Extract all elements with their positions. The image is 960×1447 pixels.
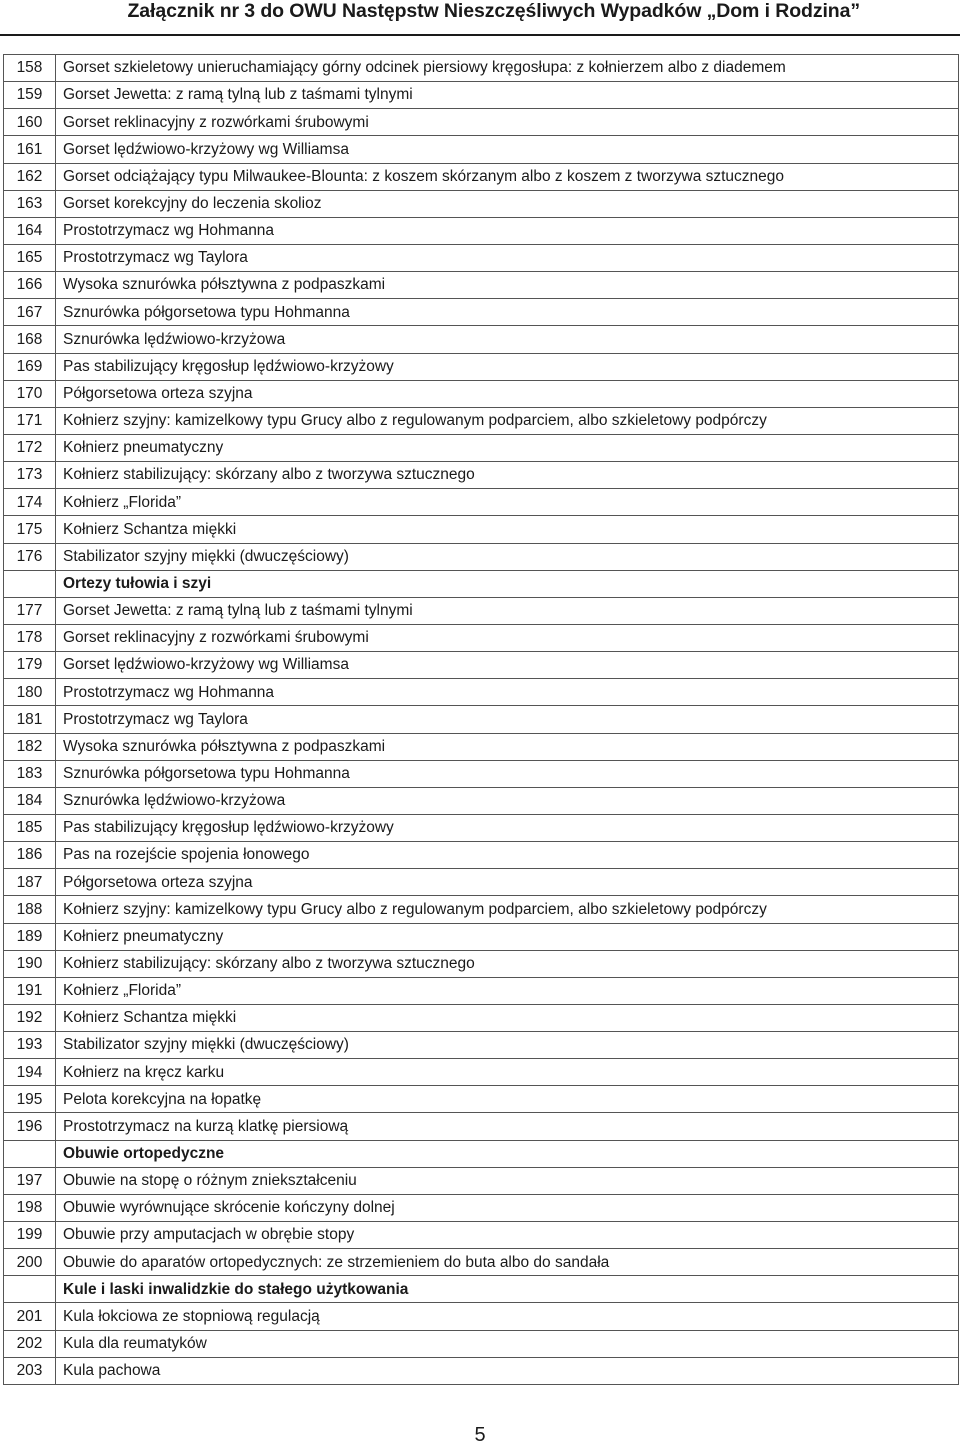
item-description: Sznurówka lędźwiowo-krzyżowa xyxy=(56,326,959,353)
item-number: 193 xyxy=(4,1032,56,1059)
item-number: 184 xyxy=(4,787,56,814)
section-heading: Obuwie ortopedyczne xyxy=(56,1140,959,1167)
item-description: Sznurówka lędźwiowo-krzyżowa xyxy=(56,787,959,814)
table-row xyxy=(4,217,959,244)
table-row xyxy=(4,760,959,787)
item-description: Obuwie do aparatów ortopedycznych: ze strzemieniem do buta albo do sandała xyxy=(56,1249,959,1276)
table-row xyxy=(4,652,959,679)
table-row xyxy=(4,814,959,841)
item-description: Kołnierz Schantza miękki xyxy=(56,1004,959,1031)
table-row xyxy=(4,543,959,570)
table-row xyxy=(4,434,959,461)
item-description: Kołnierz pneumatyczny xyxy=(56,923,959,950)
item-number: 200 xyxy=(4,1249,56,1276)
item-description: Kula dla reumatyków xyxy=(56,1330,959,1357)
item-number: 179 xyxy=(4,652,56,679)
table-row xyxy=(4,380,959,407)
item-number: 171 xyxy=(4,407,56,434)
item-description: Półgorsetowa orteza szyjna xyxy=(56,380,959,407)
item-description: Gorset reklinacyjny z rozwórkami śrubowymi xyxy=(56,624,959,651)
item-description: Gorset szkieletowy unieruchamiający górny odcinek piersiowy kręgosłupa: z kołnierzem albo z diademem xyxy=(56,55,959,82)
item-number: 163 xyxy=(4,190,56,217)
item-number: 182 xyxy=(4,733,56,760)
item-description: Kołnierz na kręcz karku xyxy=(56,1059,959,1086)
item-description: Kołnierz stabilizujący: skórzany albo z tworzywa sztucznego xyxy=(56,950,959,977)
item-description: Sznurówka półgorsetowa typu Hohmanna xyxy=(56,760,959,787)
section-heading-row xyxy=(4,570,959,597)
item-description: Gorset lędźwiowo-krzyżowy wg Williamsa xyxy=(56,652,959,679)
item-description: Kołnierz Schantza miękki xyxy=(56,516,959,543)
item-description: Gorset Jewetta: z ramą tylną lub z taśmami tylnymi xyxy=(56,597,959,624)
item-number: 189 xyxy=(4,923,56,950)
item-number: 183 xyxy=(4,760,56,787)
item-description: Gorset Jewetta: z ramą tylną lub z taśmami tylnymi xyxy=(56,82,959,109)
item-description: Wysoka sznurówka półsztywna z podpaszkami xyxy=(56,272,959,299)
item-description: Kołnierz szyjny: kamizelkowy typu Grucy albo z regulowanym podparciem, albo szkieletowy podpórczy xyxy=(56,407,959,434)
item-number: 170 xyxy=(4,380,56,407)
table-row xyxy=(4,1004,959,1031)
table-row xyxy=(4,109,959,136)
item-number: 176 xyxy=(4,543,56,570)
table-row xyxy=(4,1249,959,1276)
item-number: 159 xyxy=(4,82,56,109)
item-description: Obuwie wyrównujące skrócenie kończyny dolnej xyxy=(56,1194,959,1221)
table-row xyxy=(4,190,959,217)
table-row xyxy=(4,597,959,624)
item-number: 186 xyxy=(4,842,56,869)
item-description: Pas stabilizujący kręgosłup lędźwiowo-krzyżowy xyxy=(56,814,959,841)
table-row xyxy=(4,787,959,814)
item-description: Gorset reklinacyjny z rozwórkami śrubowymi xyxy=(56,109,959,136)
table-row xyxy=(4,1222,959,1249)
header-divider xyxy=(0,34,960,36)
table-row xyxy=(4,1167,959,1194)
section-heading: Ortezy tułowia i szyi xyxy=(56,570,959,597)
item-number: 168 xyxy=(4,326,56,353)
item-description: Pelota korekcyjna na łopatkę xyxy=(56,1086,959,1113)
item-number: 174 xyxy=(4,489,56,516)
table-row xyxy=(4,950,959,977)
table-row xyxy=(4,679,959,706)
table-row xyxy=(4,299,959,326)
item-description: Kołnierz szyjny: kamizelkowy typu Grucy albo z regulowanym podparciem, albo szkieletowy podpórczy xyxy=(56,896,959,923)
item-description: Obuwie przy amputacjach w obrębie stopy xyxy=(56,1222,959,1249)
item-description: Kula pachowa xyxy=(56,1357,959,1384)
table-row xyxy=(4,1032,959,1059)
table-row xyxy=(4,733,959,760)
item-number: 165 xyxy=(4,244,56,271)
page-number: 5 xyxy=(474,1424,486,1446)
item-number: 191 xyxy=(4,977,56,1004)
item-description: Kołnierz „Florida” xyxy=(56,489,959,516)
table-row xyxy=(4,624,959,651)
table-row xyxy=(4,1086,959,1113)
item-number: 187 xyxy=(4,869,56,896)
item-number: 160 xyxy=(4,109,56,136)
item-description: Sznurówka półgorsetowa typu Hohmanna xyxy=(56,299,959,326)
item-description: Kołnierz pneumatyczny xyxy=(56,434,959,461)
item-number: 196 xyxy=(4,1113,56,1140)
items-table xyxy=(3,54,959,1385)
item-number: 172 xyxy=(4,434,56,461)
item-description: Prostotrzymacz wg Taylora xyxy=(56,706,959,733)
item-description: Prostotrzymacz wg Taylora xyxy=(56,244,959,271)
item-number xyxy=(4,570,56,597)
table-row xyxy=(4,462,959,489)
item-description: Pas stabilizujący kręgosłup lędźwiowo-krzyżowy xyxy=(56,353,959,380)
item-number: 203 xyxy=(4,1357,56,1384)
item-number: 190 xyxy=(4,950,56,977)
item-number: 195 xyxy=(4,1086,56,1113)
table-row xyxy=(4,163,959,190)
table-row xyxy=(4,1357,959,1384)
item-description: Prostotrzymacz wg Hohmanna xyxy=(56,217,959,244)
table-row xyxy=(4,407,959,434)
item-number: 185 xyxy=(4,814,56,841)
item-number: 178 xyxy=(4,624,56,651)
item-number: 199 xyxy=(4,1222,56,1249)
table-row xyxy=(4,55,959,82)
table-row xyxy=(4,272,959,299)
item-number: 181 xyxy=(4,706,56,733)
item-number: 194 xyxy=(4,1059,56,1086)
item-number: 201 xyxy=(4,1303,56,1330)
table-row xyxy=(4,923,959,950)
item-description: Półgorsetowa orteza szyjna xyxy=(56,869,959,896)
item-number xyxy=(4,1140,56,1167)
item-number: 158 xyxy=(4,55,56,82)
item-number: 177 xyxy=(4,597,56,624)
table-row xyxy=(4,516,959,543)
item-number: 197 xyxy=(4,1167,56,1194)
item-description: Stabilizator szyjny miękki (dwuczęściowy) xyxy=(56,1032,959,1059)
document-header-title: Załącznik nr 3 do OWU Następstw Nieszczęśliwych Wypadków „Dom i Rodzina” xyxy=(127,0,860,22)
item-description: Stabilizator szyjny miękki (dwuczęściowy) xyxy=(56,543,959,570)
section-heading: Kule i laski inwalidzkie do stałego użytkowania xyxy=(56,1276,959,1303)
table-row xyxy=(4,1194,959,1221)
item-description: Gorset odciążający typu Milwaukee-Blounta: z koszem skórzanym albo z koszem z tworzywa sztucznego xyxy=(56,163,959,190)
table-row xyxy=(4,706,959,733)
table-row xyxy=(4,977,959,1004)
section-heading-row xyxy=(4,1140,959,1167)
table-row xyxy=(4,1330,959,1357)
item-number: 162 xyxy=(4,163,56,190)
item-description: Prostotrzymacz na kurzą klatkę piersiową xyxy=(56,1113,959,1140)
item-number: 188 xyxy=(4,896,56,923)
item-number: 166 xyxy=(4,272,56,299)
table-row xyxy=(4,869,959,896)
item-number: 202 xyxy=(4,1330,56,1357)
item-description: Kołnierz „Florida” xyxy=(56,977,959,1004)
table-row xyxy=(4,353,959,380)
table-row xyxy=(4,1303,959,1330)
items-table-body xyxy=(4,55,959,1385)
item-number xyxy=(4,1276,56,1303)
item-number: 173 xyxy=(4,462,56,489)
item-description: Gorset lędźwiowo-krzyżowy wg Williamsa xyxy=(56,136,959,163)
table-row xyxy=(4,842,959,869)
item-number: 180 xyxy=(4,679,56,706)
item-description: Prostotrzymacz wg Hohmanna xyxy=(56,679,959,706)
item-number: 169 xyxy=(4,353,56,380)
item-description: Kołnierz stabilizujący: skórzany albo z tworzywa sztucznego xyxy=(56,462,959,489)
item-description: Gorset korekcyjny do leczenia skolioz xyxy=(56,190,959,217)
item-description: Kula łokciowa ze stopniową regulacją xyxy=(56,1303,959,1330)
item-description: Wysoka sznurówka półsztywna z podpaszkami xyxy=(56,733,959,760)
item-number: 164 xyxy=(4,217,56,244)
item-number: 161 xyxy=(4,136,56,163)
table-row xyxy=(4,244,959,271)
table-row xyxy=(4,82,959,109)
item-number: 198 xyxy=(4,1194,56,1221)
item-number: 167 xyxy=(4,299,56,326)
table-row xyxy=(4,326,959,353)
table-row xyxy=(4,1059,959,1086)
table-row xyxy=(4,1113,959,1140)
item-number: 175 xyxy=(4,516,56,543)
table-row xyxy=(4,489,959,516)
item-description: Pas na rozejście spojenia łonowego xyxy=(56,842,959,869)
section-heading-row xyxy=(4,1276,959,1303)
item-number: 192 xyxy=(4,1004,56,1031)
table-row xyxy=(4,136,959,163)
table-row xyxy=(4,896,959,923)
item-description: Obuwie na stopę o różnym zniekształceniu xyxy=(56,1167,959,1194)
